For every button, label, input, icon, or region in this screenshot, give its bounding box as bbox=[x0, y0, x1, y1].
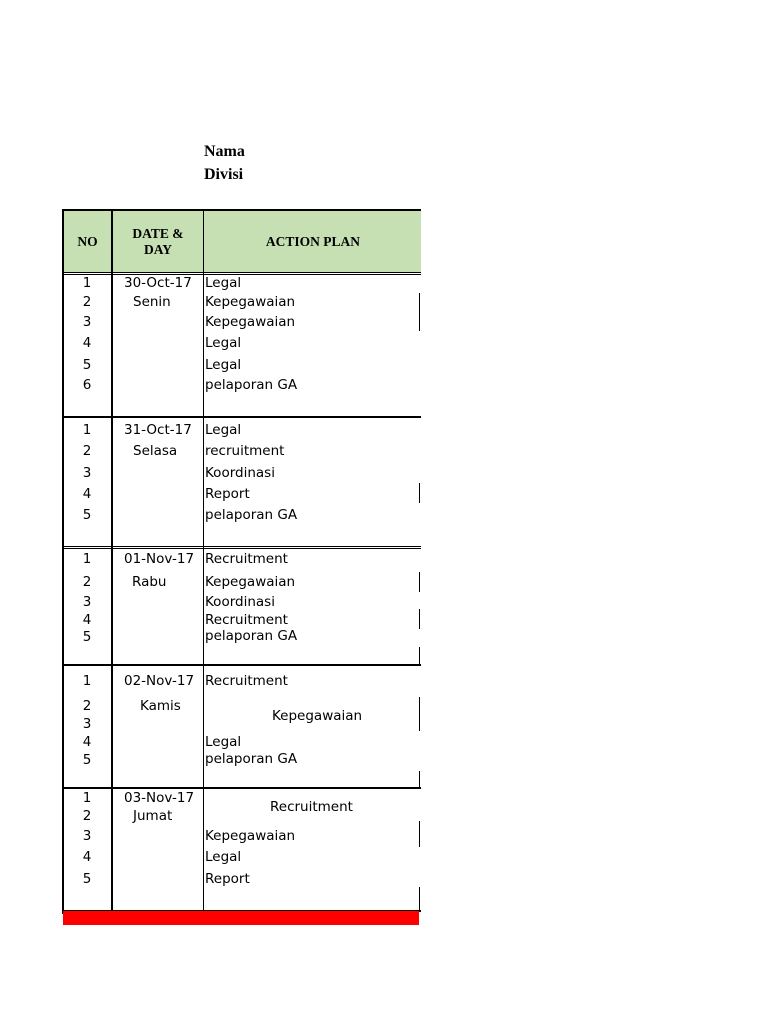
action-cell: pelaporan GA bbox=[205, 628, 298, 644]
row-divider bbox=[64, 416, 421, 418]
action-cell: Report bbox=[205, 486, 250, 502]
row-divider bbox=[64, 546, 421, 549]
right-border-fragment bbox=[419, 293, 420, 331]
right-border-fragment bbox=[419, 483, 420, 503]
row-number: 4 bbox=[82, 849, 92, 865]
action-cell: pelaporan GA bbox=[205, 751, 298, 767]
row-number: 3 bbox=[82, 828, 92, 844]
date-cell: 03-Nov-17 bbox=[124, 790, 195, 806]
row-divider bbox=[64, 787, 421, 789]
col-header-no: NO bbox=[77, 234, 98, 249]
action-cell: pelaporan GA bbox=[205, 507, 298, 523]
right-border-fragment bbox=[419, 821, 420, 847]
col-divider bbox=[203, 211, 204, 914]
action-cell: Legal bbox=[205, 335, 242, 351]
row-number: 4 bbox=[82, 335, 92, 351]
row-number: 4 bbox=[82, 612, 92, 628]
row-number: 1 bbox=[82, 275, 92, 291]
row-number: 3 bbox=[82, 465, 92, 481]
day-cell: Kamis bbox=[140, 698, 181, 714]
action-cell: Kepegawaian bbox=[205, 828, 296, 844]
action-cell: Kepegawaian bbox=[205, 314, 296, 330]
action-cell: Kepegawaian bbox=[205, 574, 296, 590]
row-number: 1 bbox=[82, 422, 92, 438]
right-border-fragment bbox=[419, 609, 420, 629]
action-cell: Recruitment bbox=[205, 551, 288, 567]
col-header-date-line: DATE & bbox=[132, 226, 184, 241]
row-number: 5 bbox=[82, 871, 92, 887]
action-cell: Report bbox=[205, 871, 250, 887]
row-number: 2 bbox=[82, 294, 92, 310]
row-number: 2 bbox=[82, 698, 92, 714]
row-number: 1 bbox=[82, 551, 92, 567]
action-cell: Legal bbox=[205, 422, 242, 438]
action-cell: Kepegawaian bbox=[272, 708, 363, 724]
action-cell: Legal bbox=[205, 734, 242, 750]
right-border-fragment bbox=[419, 887, 420, 911]
nama-label: Nama bbox=[204, 143, 245, 160]
divisi-label: Divisi bbox=[204, 166, 244, 183]
row-number: 4 bbox=[82, 486, 92, 502]
row-number: 2 bbox=[82, 574, 92, 590]
action-cell: recruitment bbox=[205, 443, 285, 459]
day-cell: Jumat bbox=[133, 808, 173, 824]
action-cell: Koordinasi bbox=[205, 465, 275, 481]
right-border-fragment bbox=[419, 697, 420, 731]
action-cell: Legal bbox=[205, 275, 242, 291]
row-divider bbox=[64, 272, 421, 275]
row-number: 3 bbox=[82, 716, 92, 732]
day-cell: Rabu bbox=[132, 574, 167, 590]
row-divider bbox=[64, 664, 421, 666]
action-cell: Recruitment bbox=[205, 612, 288, 628]
col-header-action-plan: ACTION PLAN bbox=[265, 234, 361, 249]
row-number: 5 bbox=[82, 629, 92, 645]
row-number: 5 bbox=[82, 357, 92, 373]
row-number: 1 bbox=[82, 673, 92, 689]
right-border-fragment bbox=[419, 771, 420, 789]
action-cell: Koordinasi bbox=[205, 594, 275, 610]
date-cell: 31-Oct-17 bbox=[124, 422, 192, 438]
row-number: 5 bbox=[82, 507, 92, 523]
date-cell: 02-Nov-17 bbox=[124, 673, 195, 689]
action-cell: Recruitment bbox=[270, 799, 353, 815]
right-border-fragment bbox=[419, 572, 420, 592]
right-border-fragment bbox=[419, 647, 420, 665]
row-number: 4 bbox=[82, 734, 92, 750]
col-header-day-line: DAY bbox=[143, 242, 172, 257]
action-cell: Kepegawaian bbox=[205, 294, 296, 310]
row-number: 3 bbox=[82, 314, 92, 330]
action-cell: pelaporan GA bbox=[205, 377, 298, 393]
day-cell: Senin bbox=[133, 294, 171, 310]
action-cell: Recruitment bbox=[205, 673, 288, 689]
col-header-date-day bbox=[113, 211, 203, 273]
row-number: 6 bbox=[82, 377, 92, 393]
row-number: 3 bbox=[82, 594, 92, 610]
date-cell: 01-Nov-17 bbox=[124, 551, 195, 567]
date-cell: 30-Oct-17 bbox=[124, 275, 192, 291]
row-number: 5 bbox=[82, 752, 92, 768]
action-cell: Legal bbox=[205, 357, 242, 373]
action-cell: Legal bbox=[205, 849, 242, 865]
col-divider bbox=[111, 211, 113, 914]
row-number: 1 bbox=[82, 790, 92, 806]
red-footer-bar bbox=[63, 911, 419, 925]
row-number: 2 bbox=[82, 808, 92, 824]
row-number: 2 bbox=[82, 443, 92, 459]
action-plan-table bbox=[62, 209, 421, 914]
day-cell: Selasa bbox=[133, 443, 178, 459]
